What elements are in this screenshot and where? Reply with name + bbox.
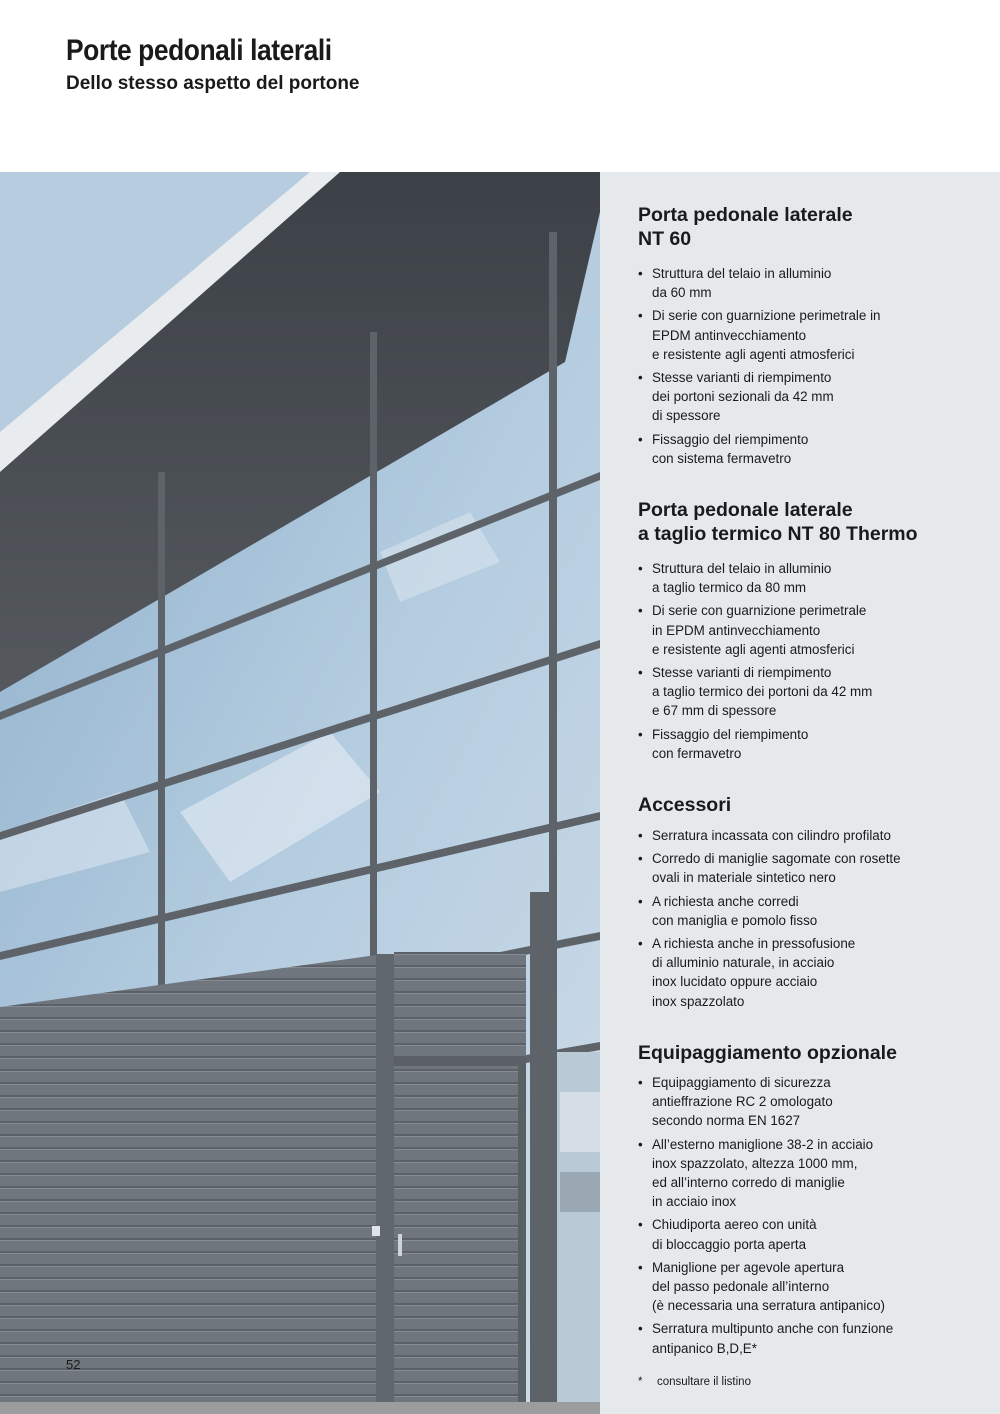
list-item: • Stesse varianti di riempimento dei portoni sezionali da 42 mm di spessore: [638, 368, 938, 426]
section-title-nt60: Porta pedonale laterale NT 60: [638, 204, 853, 250]
page-number: 52: [66, 1357, 81, 1372]
section-title-accessori: Accessori: [638, 794, 732, 816]
footnote-text: consultare il listino: [657, 1376, 751, 1388]
bullet-list-nt80-thermo: [638, 559, 938, 767]
bullet-list-accessori: [638, 826, 938, 1015]
list-item: • A richiesta anche corredi con maniglia e pomolo fisso: [638, 892, 938, 930]
list-item: • Di serie con guarnizione perimetrale in EPDM antinvecchiamento e resistente agli agenti atmosferici: [638, 306, 938, 364]
list-item: • Maniglione per agevole apertura del passo pedonale all’interno (è necessaria una serratura antipanico): [638, 1258, 938, 1316]
list-item: • A richiesta anche in pressofusione di alluminio naturale, in acciaio inox lucidato oppure acciaio inox spazzolato: [638, 934, 938, 1011]
bullet-list-nt60: [638, 264, 938, 472]
footnote-mark: *: [638, 1376, 643, 1388]
list-item: • Serratura incassata con cilindro profilato: [638, 826, 938, 845]
list-item: • Corredo di maniglie sagomate con rosette ovali in materiale sintetico nero: [638, 849, 938, 887]
list-item: • Serratura multipunto anche con funzione antipanico B,D,E*: [638, 1319, 938, 1357]
building-photo: [0, 172, 600, 1414]
bullet-list-equipaggiamento: [638, 1073, 938, 1362]
list-item: • All’esterno maniglione 38-2 in acciaio inox spazzolato, altezza 1000 mm, ed all’interno corredo di maniglie in acciaio inox: [638, 1135, 938, 1212]
page-title: Porte pedonali laterali: [66, 34, 332, 67]
list-item: • Fissaggio del riempimento con sistema fermavetro: [638, 430, 938, 468]
list-item: • Stesse varianti di riempimento a taglio termico dei portoni da 42 mm e 67 mm di spessore: [638, 663, 938, 721]
list-item: • Struttura del telaio in alluminio a taglio termico da 80 mm: [638, 559, 938, 597]
list-item: • Struttura del telaio in alluminio da 60 mm: [638, 264, 938, 302]
list-item: • Fissaggio del riempimento con fermavetro: [638, 725, 938, 763]
list-item: • Chiudiporta aereo con unità di bloccaggio porta aperta: [638, 1215, 938, 1253]
footnote: [638, 1376, 751, 1388]
page-subtitle: Dello stesso aspetto del portone: [66, 73, 360, 94]
list-item: • Equipaggiamento di sicurezza antieffrazione RC 2 omologato secondo norma EN 1627: [638, 1073, 938, 1131]
list-item: • Di serie con guarnizione perimetrale in EPDM antinvecchiamento e resistente agli agenti atmosferici: [638, 601, 938, 659]
section-title-nt80-thermo: Porta pedonale laterale a taglio termico NT 80 Thermo: [638, 499, 918, 545]
section-title-equipaggiamento: Equipaggiamento opzionale: [638, 1042, 897, 1064]
